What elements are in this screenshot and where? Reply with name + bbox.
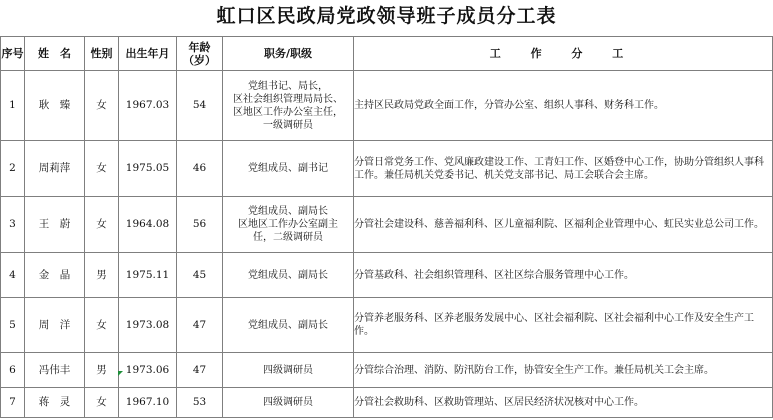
header-name: 姓 名 [25,37,85,71]
table-row [1,353,773,388]
row-seq: 2 [1,141,25,197]
row-birth: 1975.11 [119,253,177,298]
row-age: 56 [177,197,223,253]
row-age: 47 [177,353,223,388]
row-role [223,141,354,197]
header-row [1,37,773,71]
row-duty: 分管基政科、社会组织管理科、区社区综合服务管理中心工作。 [354,253,773,298]
row-seq: 6 [1,353,25,388]
table-row [1,71,773,141]
row-name: 周莉萍 [25,141,85,197]
row-role [223,71,354,141]
row-role-line: 四级调研员 [263,397,313,408]
row-role-line: 党组成员、副局长 [248,319,328,331]
row-role [223,388,354,418]
header-seq: 序号 [1,37,25,71]
row-age: 53 [177,388,223,418]
row-role-line: 党组成员、副局长 [248,269,328,281]
row-role-line: 党组书记、局长， [248,80,328,92]
row-birth: 1973.08 [119,298,177,353]
row-birth: 1975.05 [119,141,177,197]
header-duty: 工 作 分 工 [354,37,773,71]
row-gender: 女 [85,298,119,353]
row-role [223,253,354,298]
row-name: 冯伟丰 [25,353,85,388]
row-seq: 3 [1,197,25,253]
row-gender: 男 [85,353,119,388]
row-age: 46 [177,141,223,197]
row-duty: 分管日常党务工作、党风廉政建设工作、工青妇工作、区婚登中心工作，协助分管组织人事科工作。兼任局机关党委书记、机关党支部书记、局工会联合会主席。 [354,141,773,197]
row-role-line: 任，二级调研员 [253,232,323,243]
row-gender: 女 [85,71,119,141]
cell-comment-marker [118,371,123,376]
row-role [223,197,354,253]
table-row [1,141,773,197]
row-role-line: 党组成员、副书记 [248,163,328,174]
row-seq: 1 [1,71,25,141]
row-name: 金 晶 [25,253,85,298]
row-seq: 7 [1,388,25,418]
row-role-line: 区社会组织管理局局长、 [233,93,343,105]
leadership-table [0,36,773,418]
row-gender: 女 [85,388,119,418]
table-row [1,388,773,418]
row-age: 47 [177,298,223,353]
row-name: 蒋 灵 [25,388,85,418]
header-age [177,37,223,71]
row-role-line: 一级调研员 [263,119,313,131]
header-birth: 出生年月 [119,37,177,71]
row-duty: 分管社会救助科、区救助管理站、区居民经济状况核对中心工作。 [354,388,773,418]
row-role-line: 区地区工作办公室副主 [238,219,338,230]
header-gender: 性别 [85,37,119,71]
row-name: 耿 臻 [25,71,85,141]
row-role-line: 四级调研员 [263,364,313,376]
row-role-line: 党组成员、副局长 [248,206,328,217]
row-seq: 5 [1,298,25,353]
table-row [1,197,773,253]
row-seq: 4 [1,253,25,298]
row-age: 54 [177,71,223,141]
row-birth: 1964.08 [119,197,177,253]
row-name: 周 洋 [25,298,85,353]
header-age-line2: （岁） [183,53,216,67]
row-duty: 分管社会建设科、慈善福利科、区儿童福利院、区福利企业管理中心、虹民实业总公司工作。 [354,197,773,253]
table-row [1,253,773,298]
row-gender: 女 [85,141,119,197]
row-birth: 1973.06 [119,353,177,388]
header-role: 职务/职级 [223,37,354,71]
row-birth: 1967.10 [119,388,177,418]
row-duty: 分管综合治理、消防、防汛防台工作，协管安全生产工作。兼任局机关工会主席。 [354,353,773,388]
document-title: 虹口区民政局党政领导班子成员分工表 [216,5,557,27]
row-birth: 1967.03 [119,71,177,141]
row-duty: 主持区民政局党政全面工作，分管办公室、组织人事科、财务科工作。 [354,71,773,141]
row-gender: 男 [85,253,119,298]
row-duty: 分管养老服务科、区养老服务发展中心、区社会福利院、区社会福利中心工作及安全生产工作。 [354,298,773,353]
table-row [1,298,773,353]
row-name: 王 蔚 [25,197,85,253]
header-age-line1: 年龄 [188,40,211,54]
row-role [223,298,354,353]
row-role-line: 区地区工作办公室主任， [233,106,343,118]
row-role [223,353,354,388]
table-body [1,71,773,418]
row-age: 45 [177,253,223,298]
row-gender: 女 [85,197,119,253]
